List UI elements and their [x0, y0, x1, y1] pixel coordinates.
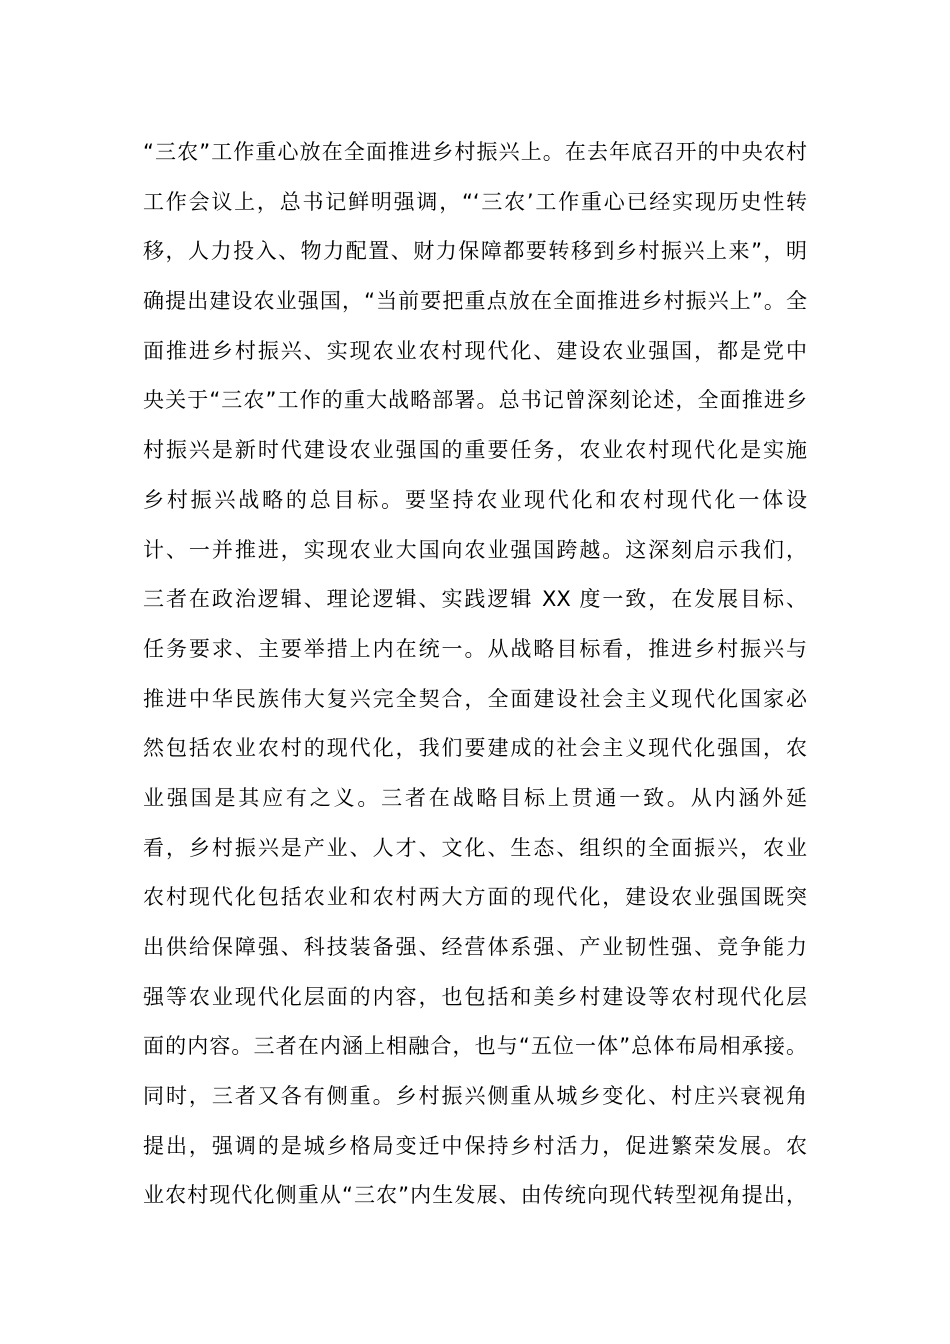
text-line-5: 面推进乡村振兴、实现农业农村现代化、建设农业强国，都是党中 [143, 338, 807, 363]
text-line-7: 村振兴是新时代建设农业强国的重要任务，农业农村现代化是实施 [143, 438, 807, 463]
text-line-6: 央关于“三农”工作的重大战略部署。总书记曾深刻论述，全面推进乡 [143, 388, 807, 413]
text-line-16: 农村现代化包括农业和农村两大方面的现代化，建设农业强国既突 [143, 885, 807, 910]
text-line-13: 然包括农业农村的现代化，我们要建成的社会主义现代化强国，农 [143, 736, 807, 761]
text-line-21: 提出，强调的是城乡格局变迁中保持乡村活力，促进繁荣发展。农 [143, 1133, 807, 1158]
text-line-18: 强等农业现代化层面的内容，也包括和美乡村建设等农村现代化层 [143, 984, 807, 1009]
text-line-2: 工作会议上，总书记鲜明强调，“‘三农’工作重心已经实现历史性转 [143, 189, 807, 214]
text-line-10: 三者在政治逻辑、理论逻辑、实践逻辑 XX 度一致，在发展目标、 [143, 587, 807, 612]
text-line-19: 面的内容。三者在内涵上相融合，也与“五位一体”总体布局相承接。 [143, 1034, 807, 1059]
body-text [143, 128, 807, 1221]
text-line-12: 推进中华民族伟大复兴完全契合，全面建设社会主义现代化国家必 [143, 686, 807, 711]
text-line-22: 业农村现代化侧重从“三农”内生发展、由传统向现代转型视角提出， [143, 1183, 807, 1208]
text-line-3: 移，人力投入、物力配置、财力保障都要转移到乡村振兴上来”，明 [143, 239, 807, 264]
text-line-17: 出供给保障强、科技装备强、经营体系强、产业韧性强、竞争能力 [143, 935, 807, 959]
text-line-9: 计、一并推进，实现农业大国向农业强国跨越。这深刻启示我们， [143, 537, 807, 562]
text-line-8: 乡村振兴战略的总目标。要坚持农业现代化和农村现代化一体设 [143, 487, 807, 512]
text-line-11: 任务要求、主要举措上内在统一。从战略目标看，推进乡村振兴与 [143, 636, 807, 661]
text-line-14: 业强国是其应有之义。三者在战略目标上贯通一致。从内涵外延 [143, 785, 807, 810]
text-line-20: 同时，三者又各有侧重。乡村振兴侧重从城乡变化、村庄兴衰视角 [143, 1084, 807, 1109]
text-line-15: 看，乡村振兴是产业、人才、文化、生态、组织的全面振兴，农业 [143, 835, 807, 860]
text-line-4: 确提出建设农业强国，“当前要把重点放在全面推进乡村振兴上”。全 [143, 289, 807, 314]
text-line-1: “三农”工作重心放在全面推进乡村振兴上。在去年底召开的中央农村 [143, 140, 807, 164]
